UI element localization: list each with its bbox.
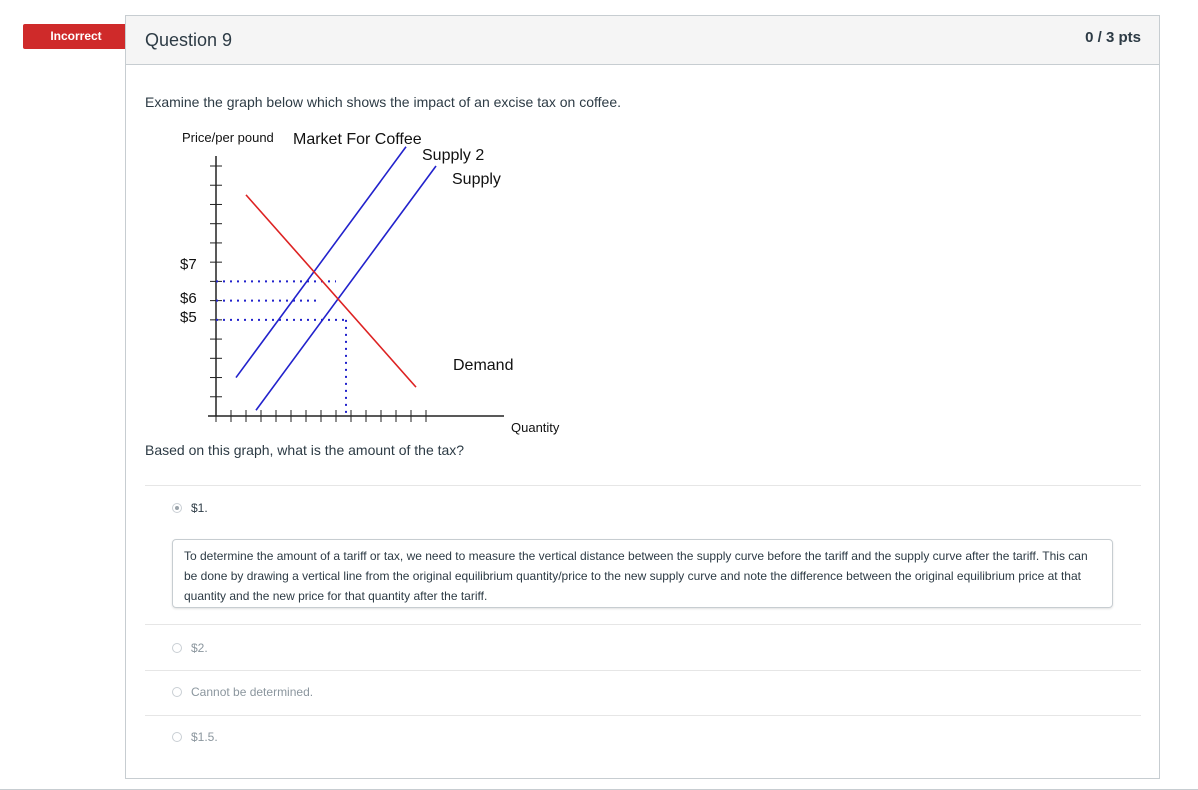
- answer-option-3[interactable]: [172, 685, 313, 699]
- answer-radio-1[interactable]: [172, 503, 182, 513]
- y-tick-label: $6: [180, 290, 197, 307]
- chart-guides: [216, 281, 346, 416]
- chart-labels: [180, 147, 513, 374]
- answers-top-divider: [145, 485, 1141, 486]
- question-ask: Based on this graph, what is the amount of the tax?: [145, 442, 465, 458]
- question-points: 0 / 3 pts: [1085, 29, 1141, 46]
- supply-2-label: Supply 2: [422, 147, 485, 164]
- supply-2-curve: [236, 147, 406, 378]
- answer-divider-1: [145, 624, 1141, 625]
- answer-label-1: $1.: [191, 501, 208, 515]
- answer-radio-2[interactable]: [172, 643, 182, 653]
- chart-curves: [236, 147, 436, 410]
- y-tick-label: $7: [180, 256, 197, 273]
- chart-title: Market For Coffee: [293, 131, 422, 148]
- chart-ylabel: Price/per pound: [182, 130, 274, 145]
- answer-label-4: $1.5.: [191, 730, 218, 744]
- answer-divider-2: [145, 670, 1141, 671]
- answer-option-4[interactable]: [172, 730, 218, 744]
- answer-option-2[interactable]: [172, 641, 208, 655]
- question-title: Question 9: [145, 30, 233, 50]
- question-card: [125, 15, 1160, 779]
- answer-divider-3: [145, 715, 1141, 716]
- supply-curve: [256, 166, 436, 410]
- incorrect-flag: [23, 24, 133, 49]
- y-tick-label: $5: [180, 309, 197, 326]
- question-prompt: Examine the graph below which shows the impact of an excise tax on coffee.: [145, 94, 622, 110]
- answer-radio-4[interactable]: [172, 732, 182, 742]
- answer-label-3: Cannot be determined.: [191, 685, 314, 699]
- demand-curve: [246, 195, 416, 387]
- supply-label: Supply: [452, 171, 501, 188]
- answer-radio-3[interactable]: [172, 687, 182, 697]
- market-for-coffee-graph: [166, 126, 586, 435]
- answer-label-2: $2.: [191, 641, 208, 655]
- answer-comment: To determine the amount of a tariff or tax, we need to measure the vertical distance between the supply curve before the tariff and the supply curve after the tariff. This can be done by drawing a vertical line from the original equilibrium quantity/price to the new supply curve and note the difference between the original equilibrium price at that quantity and the new price for that quantity after the tariff.: [172, 539, 1113, 608]
- demand-label: Demand: [453, 357, 514, 374]
- chart-xlabel: Quantity: [511, 420, 560, 435]
- answer-option-1[interactable]: [172, 501, 208, 515]
- incorrect-flag-label: Incorrect: [50, 29, 102, 43]
- chart-axes: [208, 156, 504, 422]
- question-header: [126, 16, 1159, 65]
